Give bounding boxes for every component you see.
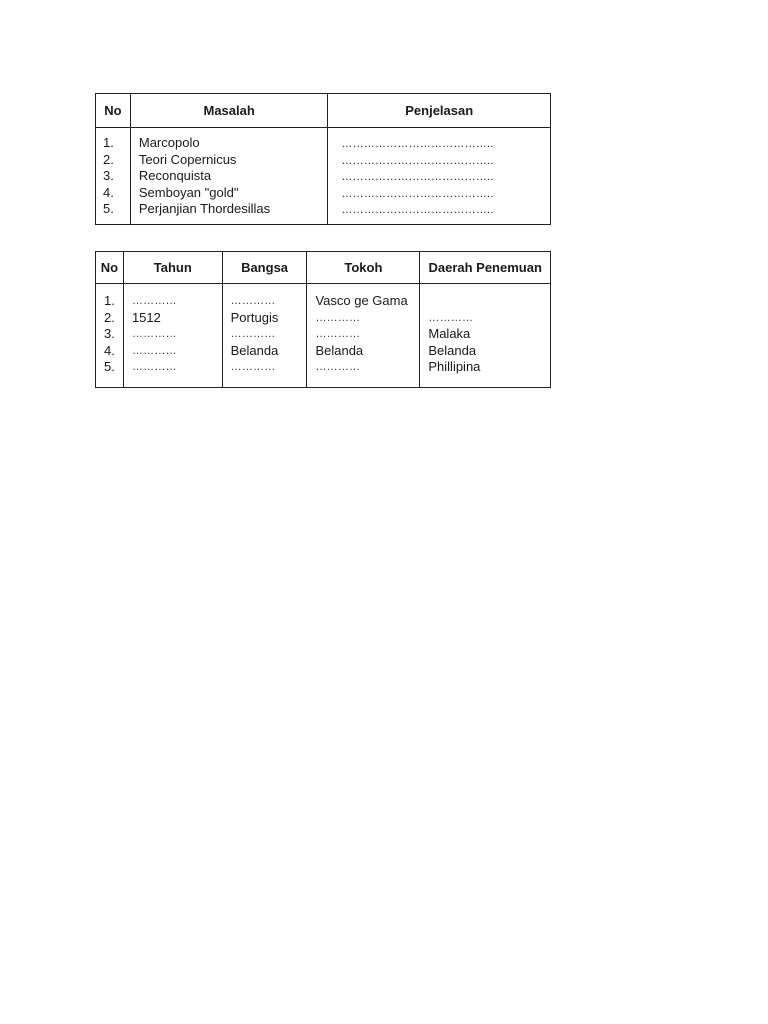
masalah-item: Teori Copernicus [138,151,237,167]
penjelasan-blank: ………………………………….. [341,154,494,167]
penjelasan-blank: ………………………………….. [341,171,494,184]
daerah-cell: ………… [428,311,474,324]
header-penjelasan: Penjelasan [328,94,551,128]
row-number: 4. [104,342,115,358]
table-body-row [96,128,551,225]
row-number: 1. [104,293,115,308]
masalah-item: Perjanjian Thordesillas [138,201,271,217]
row-number: 3. [104,326,115,342]
penjelasan-blank: ………………………………….. [341,187,494,200]
tokoh-cell: Vasco ge Gama [315,293,408,308]
tahun-cell: 1512 [131,309,161,325]
header-tahun: Tahun [123,252,222,284]
no-column [96,284,124,388]
header-masalah: Masalah [130,94,328,128]
masalah-column [130,128,328,225]
header-no: No [96,94,131,128]
table-header-row [96,94,551,128]
table-header-row [96,252,551,284]
row-number: 4. [103,184,114,200]
row-number: 2. [104,309,115,325]
bangsa-cell: ………… [230,361,276,374]
table-body-row [96,284,551,388]
daerah-column [420,284,551,388]
header-no: No [96,252,124,284]
penjelasan-column [328,128,551,225]
header-tokoh: Tokoh [307,252,420,284]
masalah-item: Semboyan "gold" [138,184,239,200]
row-number: 2. [103,151,114,167]
no-column [96,128,131,225]
header-bangsa: Bangsa [222,252,307,284]
tahun-cell: ………… [131,344,177,357]
penemuan-table [95,251,551,388]
row-number: 5. [103,201,114,217]
bangsa-cell: ………… [230,295,276,307]
tokoh-cell: ………… [315,311,361,324]
bangsa-column [222,284,307,388]
tahun-cell: ………… [131,361,177,374]
tahun-cell: ………… [131,328,177,341]
header-daerah-penemuan: Daerah Penemuan [420,252,551,284]
bangsa-cell: Belanda [230,342,279,358]
row-number: 5. [104,359,115,375]
row-number: 3. [103,168,114,184]
masalah-table [95,93,551,225]
tokoh-column [307,284,420,388]
tokoh-cell: ………… [315,361,361,374]
masalah-item: Reconquista [138,168,212,184]
daerah-cell [428,293,550,310]
tokoh-cell: ………… [315,328,361,341]
daerah-cell: Malaka [428,326,471,342]
masalah-item: Marcopolo [138,135,200,150]
penjelasan-blank: ………………………………….. [341,204,494,217]
row-number: 1. [103,135,114,150]
tahun-cell: ………… [131,295,177,307]
daerah-cell: Belanda [428,342,477,358]
tokoh-cell: Belanda [315,342,364,358]
bangsa-cell: ………… [230,328,276,341]
bangsa-cell: Portugis [230,309,279,325]
penjelasan-blank: ………………………………….. [341,138,494,150]
daerah-cell: Phillipina [428,359,481,375]
tahun-column [123,284,222,388]
